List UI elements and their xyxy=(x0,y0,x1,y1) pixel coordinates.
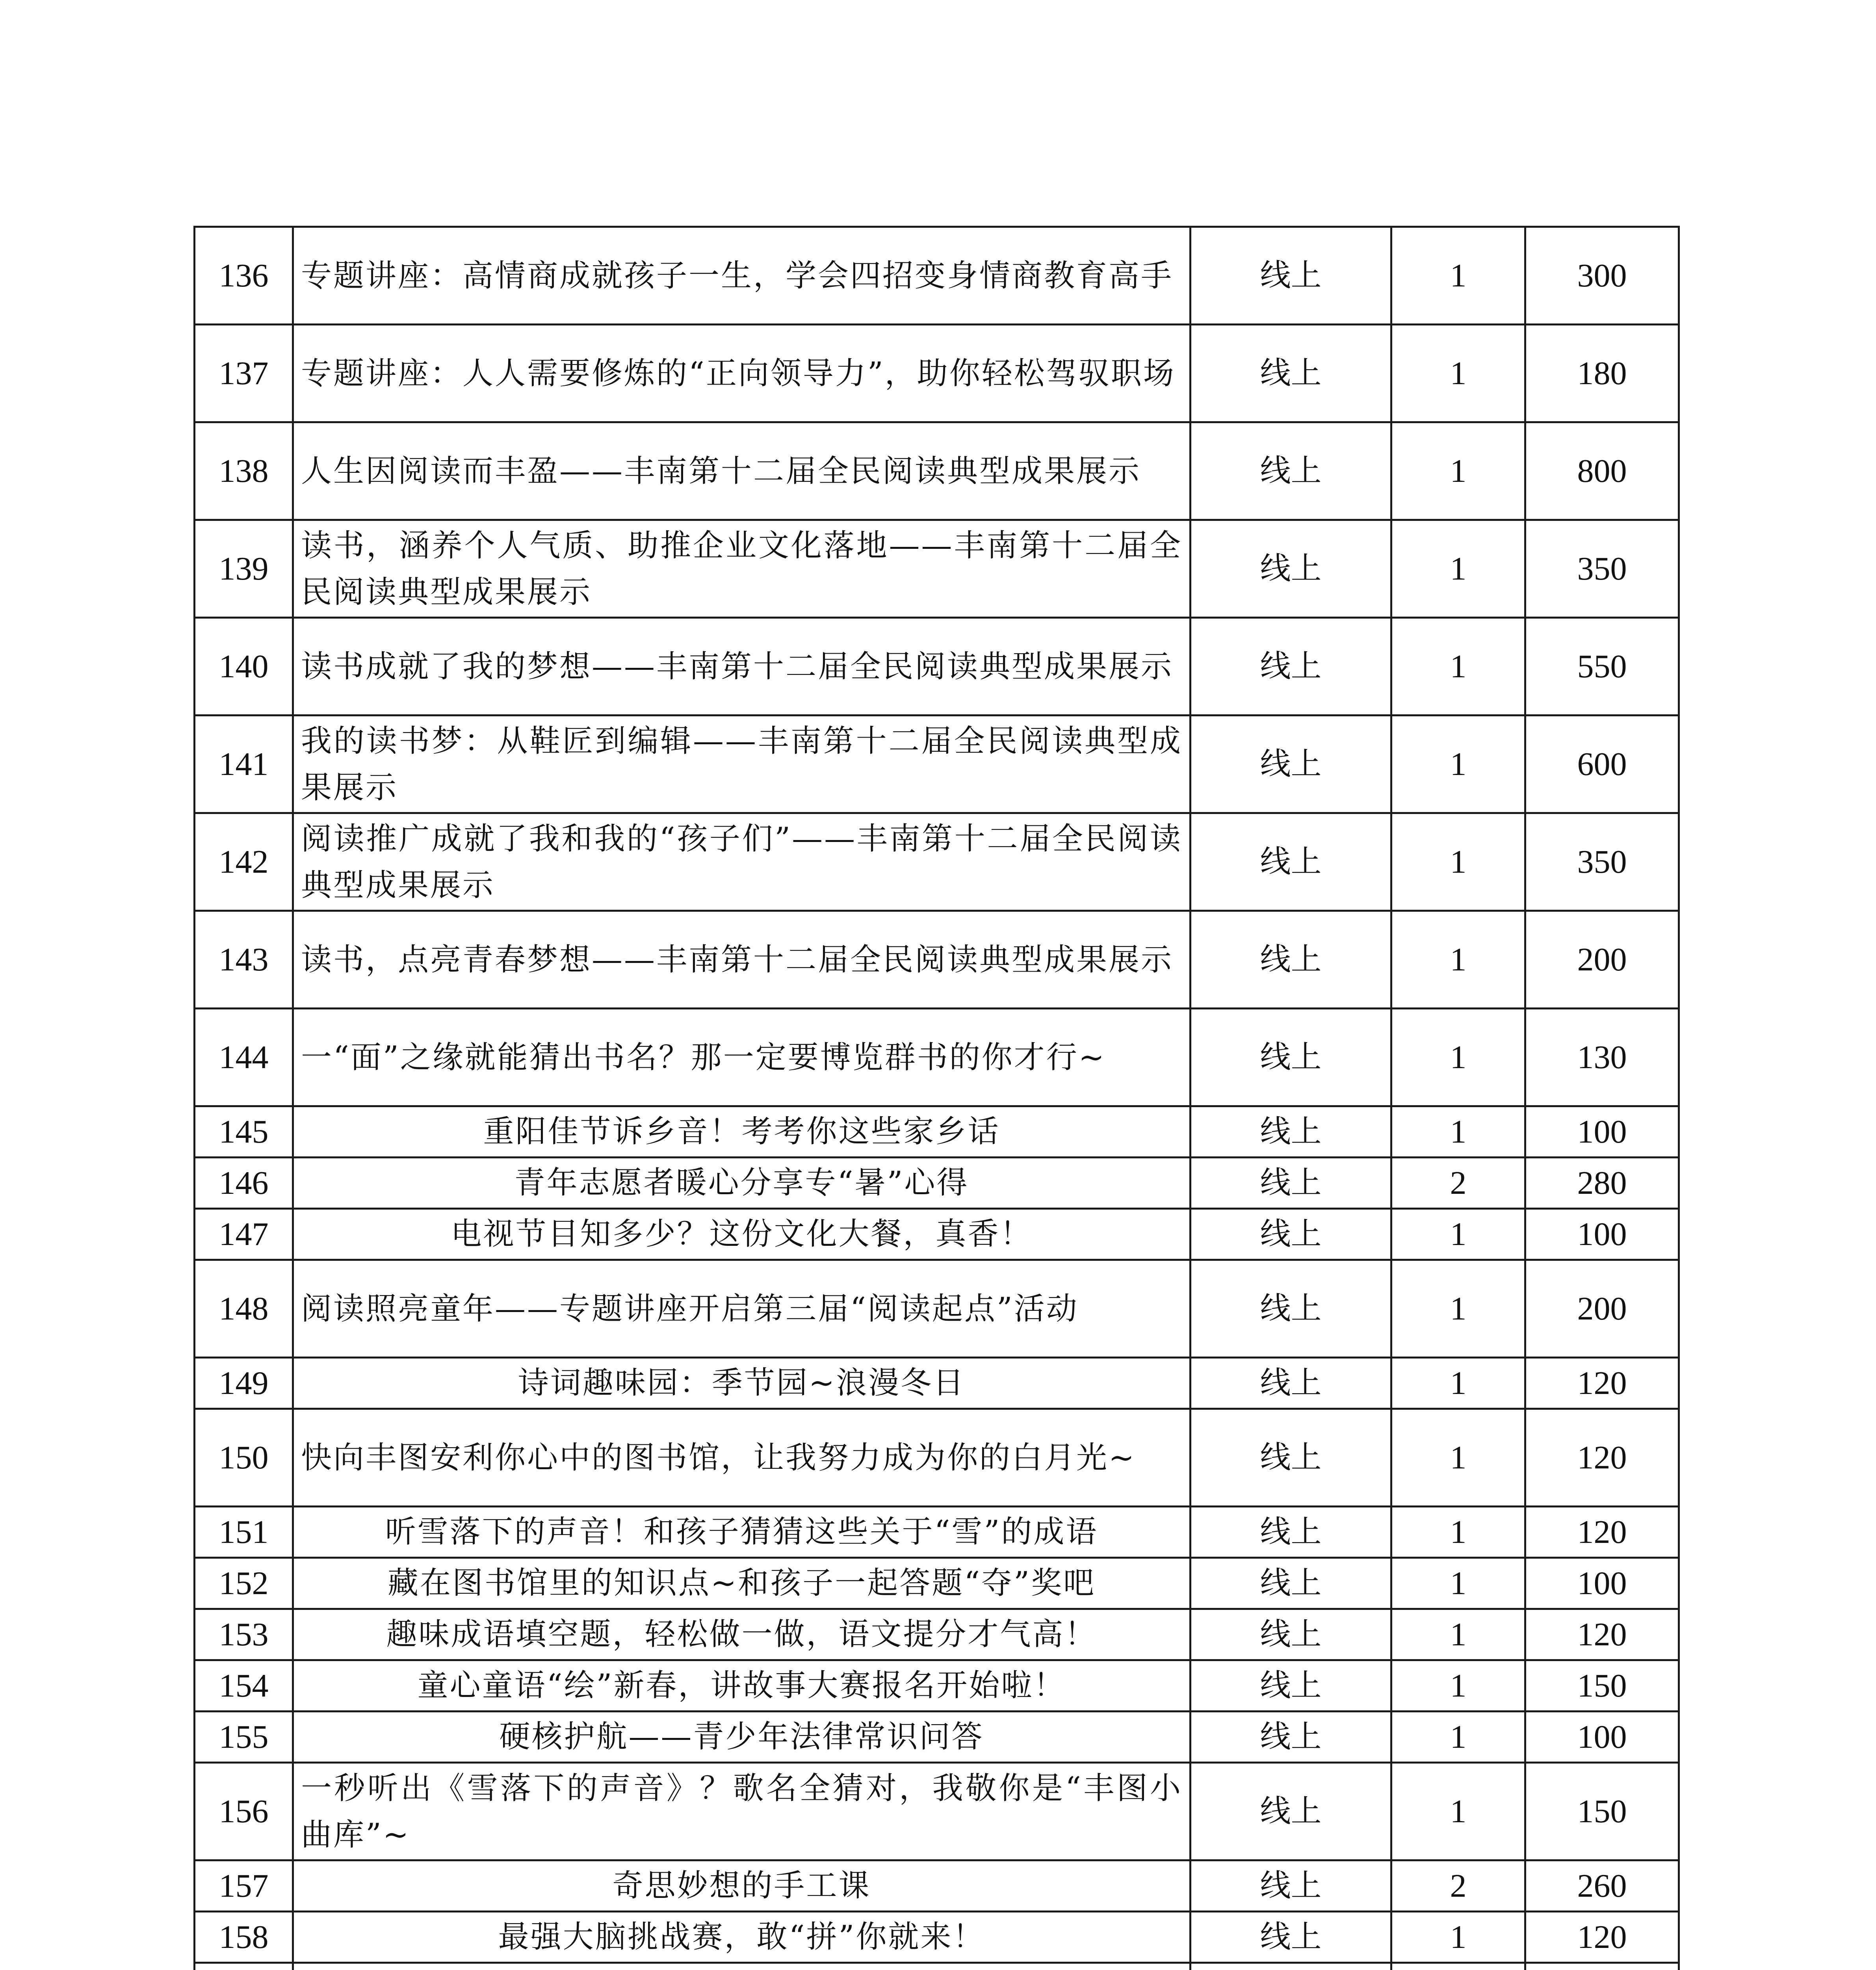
activity-title-cell: 电视节目知多少？这份文化大餐，真香！ xyxy=(293,1209,1191,1260)
table-body xyxy=(195,227,1679,1970)
activity-title-cell: 读书，涵养个人气质、助推企业文化落地——丰南第十二届全民阅读典型成果展示 xyxy=(293,520,1191,618)
row-number-cell: 147 xyxy=(195,1209,293,1260)
row-number-cell: 137 xyxy=(195,325,293,422)
table-row xyxy=(195,1260,1679,1358)
activity-title-cell: 青年志愿者暖心分享专“暑”心得 xyxy=(293,1158,1191,1209)
activity-mode-cell: 线上 xyxy=(1191,716,1391,813)
row-number-cell: 140 xyxy=(195,618,293,716)
participant-count-cell: 120 xyxy=(1525,1507,1679,1558)
session-count-cell: 1 xyxy=(1391,1409,1525,1507)
activity-mode-cell: 线上 xyxy=(1191,1358,1391,1409)
activity-mode-cell: 线上 xyxy=(1191,1507,1391,1558)
table-row xyxy=(195,1660,1679,1712)
table-row xyxy=(195,520,1679,618)
row-number-cell: 136 xyxy=(195,227,293,325)
table-row xyxy=(195,227,1679,325)
table-row xyxy=(195,716,1679,813)
session-count-cell: 1 xyxy=(1391,325,1525,422)
row-number-cell: 146 xyxy=(195,1158,293,1209)
table-row xyxy=(195,1507,1679,1558)
row-number-cell: 144 xyxy=(195,1009,293,1106)
row-number-cell: 138 xyxy=(195,422,293,520)
row-number-cell xyxy=(195,1963,293,1970)
participant-count-cell: 280 xyxy=(1525,1158,1679,1209)
table-row xyxy=(195,422,1679,520)
table-row xyxy=(195,1209,1679,1260)
activity-mode-cell: 线上 xyxy=(1191,1158,1391,1209)
activity-title-cell: 趣味成语填空题，轻松做一做，语文提分才气高！ xyxy=(293,1609,1191,1660)
row-number-cell: 139 xyxy=(195,520,293,618)
participant-count-cell: 300 xyxy=(1525,227,1679,325)
row-number-cell: 149 xyxy=(195,1358,293,1409)
activity-mode-cell: 线上 xyxy=(1191,325,1391,422)
activity-mode-cell: 线上 xyxy=(1191,520,1391,618)
session-count-cell: 1 xyxy=(1391,1507,1525,1558)
session-count-cell: 1 xyxy=(1391,1358,1525,1409)
session-count-cell: 1 xyxy=(1391,1763,1525,1860)
row-number-cell: 142 xyxy=(195,813,293,911)
participant-count-cell: 120 xyxy=(1525,1609,1679,1660)
activity-mode-cell: 线上 xyxy=(1191,813,1391,911)
activity-mode-cell: 线上 xyxy=(1191,227,1391,325)
table-row xyxy=(195,1558,1679,1609)
participant-count-cell xyxy=(1525,1963,1679,1970)
participant-count-cell: 120 xyxy=(1525,1409,1679,1507)
activity-mode-cell: 线上 xyxy=(1191,1609,1391,1660)
activity-title-cell xyxy=(293,1963,1191,1970)
session-count-cell: 1 xyxy=(1391,716,1525,813)
table-row xyxy=(195,1009,1679,1106)
participant-count-cell: 130 xyxy=(1525,1009,1679,1106)
activity-title-cell: 听雪落下的声音！和孩子猜猜这些关于“雪”的成语 xyxy=(293,1507,1191,1558)
session-count-cell: 1 xyxy=(1391,813,1525,911)
table-row xyxy=(195,1912,1679,1963)
activity-title-cell: 藏在图书馆里的知识点~和孩子一起答题“夺”奖吧 xyxy=(293,1558,1191,1609)
participant-count-cell: 100 xyxy=(1525,1106,1679,1158)
row-number-cell: 154 xyxy=(195,1660,293,1712)
participant-count-cell: 550 xyxy=(1525,618,1679,716)
participant-count-cell: 200 xyxy=(1525,911,1679,1009)
activity-mode-cell: 线上 xyxy=(1191,1409,1391,1507)
row-number-cell: 155 xyxy=(195,1712,293,1763)
session-count-cell: 1 xyxy=(1391,1558,1525,1609)
activity-title-cell: 人生因阅读而丰盈——丰南第十二届全民阅读典型成果展示 xyxy=(293,422,1191,520)
row-number-cell: 151 xyxy=(195,1507,293,1558)
activity-mode-cell: 线上 xyxy=(1191,1912,1391,1963)
table-row xyxy=(195,1763,1679,1860)
activity-title-cell: 奇思妙想的手工课 xyxy=(293,1860,1191,1912)
activity-mode-cell xyxy=(1191,1963,1391,1970)
table-row xyxy=(195,325,1679,422)
participant-count-cell: 200 xyxy=(1525,1260,1679,1358)
table-row xyxy=(195,1860,1679,1912)
activity-title-cell: 专题讲座：高情商成就孩子一生，学会四招变身情商教育高手 xyxy=(293,227,1191,325)
table-row xyxy=(195,1609,1679,1660)
activity-mode-cell: 线上 xyxy=(1191,1106,1391,1158)
activity-title-cell: 阅读推广成就了我和我的“孩子们”——丰南第十二届全民阅读典型成果展示 xyxy=(293,813,1191,911)
activity-title-cell: 一秒听出《雪落下的声音》？歌名全猜对，我敬你是“丰图小曲库”~ xyxy=(293,1763,1191,1860)
participant-count-cell: 350 xyxy=(1525,520,1679,618)
session-count-cell: 1 xyxy=(1391,618,1525,716)
activity-title-cell: 我的读书梦：从鞋匠到编辑——丰南第十二届全民阅读典型成果展示 xyxy=(293,716,1191,813)
table-row xyxy=(195,618,1679,716)
session-count-cell: 2 xyxy=(1391,1860,1525,1912)
participant-count-cell: 600 xyxy=(1525,716,1679,813)
session-count-cell: 1 xyxy=(1391,1260,1525,1358)
participant-count-cell: 180 xyxy=(1525,325,1679,422)
table-row xyxy=(195,1712,1679,1763)
session-count-cell: 1 xyxy=(1391,1609,1525,1660)
activity-mode-cell: 线上 xyxy=(1191,1660,1391,1712)
activity-title-cell: 读书，点亮青春梦想——丰南第十二届全民阅读典型成果展示 xyxy=(293,911,1191,1009)
table-row xyxy=(195,1409,1679,1507)
activity-mode-cell: 线上 xyxy=(1191,1712,1391,1763)
activity-title-cell: 阅读照亮童年——专题讲座开启第三届“阅读起点”活动 xyxy=(293,1260,1191,1358)
row-number-cell: 141 xyxy=(195,716,293,813)
activity-mode-cell: 线上 xyxy=(1191,1763,1391,1860)
row-number-cell: 150 xyxy=(195,1409,293,1507)
participant-count-cell: 120 xyxy=(1525,1358,1679,1409)
activity-title-cell: 童心童语“绘”新春，讲故事大赛报名开始啦！ xyxy=(293,1660,1191,1712)
participant-count-cell: 800 xyxy=(1525,422,1679,520)
session-count-cell: 1 xyxy=(1391,227,1525,325)
table-row xyxy=(195,1358,1679,1409)
activity-mode-cell: 线上 xyxy=(1191,1860,1391,1912)
activity-table xyxy=(193,226,1680,1970)
row-number-cell: 156 xyxy=(195,1763,293,1860)
activity-mode-cell: 线上 xyxy=(1191,1209,1391,1260)
table-row xyxy=(195,1963,1679,1970)
session-count-cell: 1 xyxy=(1391,1912,1525,1963)
activity-mode-cell: 线上 xyxy=(1191,1009,1391,1106)
session-count-cell: 1 xyxy=(1391,1209,1525,1260)
participant-count-cell: 350 xyxy=(1525,813,1679,911)
participant-count-cell: 150 xyxy=(1525,1763,1679,1860)
row-number-cell: 148 xyxy=(195,1260,293,1358)
session-count-cell: 1 xyxy=(1391,520,1525,618)
participant-count-cell: 100 xyxy=(1525,1558,1679,1609)
participant-count-cell: 260 xyxy=(1525,1860,1679,1912)
session-count-cell: 1 xyxy=(1391,422,1525,520)
table-row xyxy=(195,813,1679,911)
participant-count-cell: 150 xyxy=(1525,1660,1679,1712)
activity-mode-cell: 线上 xyxy=(1191,1260,1391,1358)
activity-title-cell: 快向丰图安利你心中的图书馆，让我努力成为你的白月光~ xyxy=(293,1409,1191,1507)
session-count-cell xyxy=(1391,1963,1525,1970)
participant-count-cell: 100 xyxy=(1525,1209,1679,1260)
activity-title-cell: 重阳佳节诉乡音！考考你这些家乡话 xyxy=(293,1106,1191,1158)
row-number-cell: 152 xyxy=(195,1558,293,1609)
session-count-cell: 1 xyxy=(1391,1660,1525,1712)
row-number-cell: 158 xyxy=(195,1912,293,1963)
activity-mode-cell: 线上 xyxy=(1191,422,1391,520)
row-number-cell: 145 xyxy=(195,1106,293,1158)
activity-mode-cell: 线上 xyxy=(1191,618,1391,716)
activity-mode-cell: 线上 xyxy=(1191,1558,1391,1609)
activity-title-cell: 专题讲座：人人需要修炼的“正向领导力”，助你轻松驾驭职场 xyxy=(293,325,1191,422)
activity-title-cell: 最强大脑挑战赛，敢“拼”你就来！ xyxy=(293,1912,1191,1963)
table-row xyxy=(195,1106,1679,1158)
session-count-cell: 1 xyxy=(1391,1106,1525,1158)
activity-title-cell: 一“面”之缘就能猜出书名？那一定要博览群书的你才行~ xyxy=(293,1009,1191,1106)
session-count-cell: 2 xyxy=(1391,1158,1525,1209)
row-number-cell: 157 xyxy=(195,1860,293,1912)
session-count-cell: 1 xyxy=(1391,1712,1525,1763)
session-count-cell: 1 xyxy=(1391,1009,1525,1106)
activity-title-cell: 读书成就了我的梦想——丰南第十二届全民阅读典型成果展示 xyxy=(293,618,1191,716)
table-row xyxy=(195,911,1679,1009)
activity-mode-cell: 线上 xyxy=(1191,911,1391,1009)
session-count-cell: 1 xyxy=(1391,911,1525,1009)
row-number-cell: 143 xyxy=(195,911,293,1009)
activity-title-cell: 诗词趣味园：季节园~浪漫冬日 xyxy=(293,1358,1191,1409)
table-row xyxy=(195,1158,1679,1209)
participant-count-cell: 100 xyxy=(1525,1712,1679,1763)
activity-title-cell: 硬核护航——青少年法律常识问答 xyxy=(293,1712,1191,1763)
row-number-cell: 153 xyxy=(195,1609,293,1660)
participant-count-cell: 120 xyxy=(1525,1912,1679,1963)
